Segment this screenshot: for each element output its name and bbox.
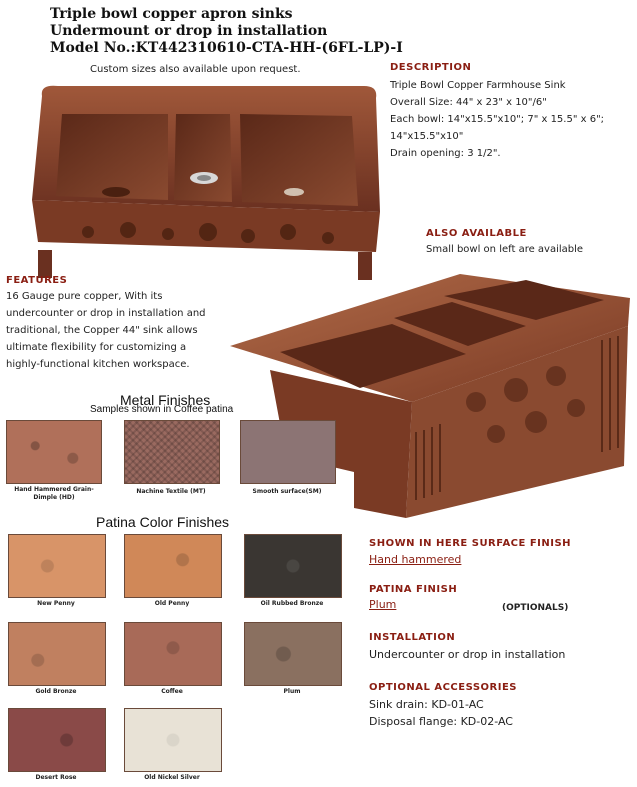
patina-finish-heading: PATINA FINISH xyxy=(369,584,458,595)
surface-finish-heading: SHOWN IN HERE SURFACE FINISH xyxy=(369,538,572,549)
patina-finishes-title: Patina Color Finishes xyxy=(96,514,230,530)
swatch-gold-bronze xyxy=(8,622,106,686)
swatch-label: Desert Rose xyxy=(35,774,77,781)
swatch-label: Old Penny xyxy=(154,600,190,607)
description-line: Each bowl: 14"x15.5"x10"; 7" x 15.5" x 6"; xyxy=(390,114,605,125)
also-available-heading: ALSO AVAILABLE xyxy=(426,228,527,239)
installation-heading: INSTALLATION xyxy=(369,632,456,643)
description-text xyxy=(390,77,604,162)
metal-finishes-title: Metal Finishes xyxy=(120,392,211,408)
also-available-text: Small bowl on left are available xyxy=(426,244,584,255)
accessories-heading: OPTIONAL ACCESSORIES xyxy=(369,682,517,693)
custom-note: Custom sizes also available upon request. xyxy=(90,64,301,75)
optionals-note: (OPTIONALS) xyxy=(502,603,569,613)
features-line: traditional, the Copper 44" sink allows xyxy=(6,325,198,336)
swatch-label: Hand Hammered Grain-Dimple (HD) xyxy=(14,486,94,501)
title-line-2: Undermount or drop in installation xyxy=(50,23,328,39)
accessories-line: Disposal flange: KD-02-AC xyxy=(369,715,513,728)
surface-finish-link[interactable]: Hand hammered xyxy=(369,553,462,566)
title-line-1: Triple bowl copper apron sinks xyxy=(50,6,293,22)
swatch-label: Gold Bronze xyxy=(35,688,77,695)
patina-finish-link[interactable]: Plum xyxy=(369,598,397,611)
swatch-hand-hammered xyxy=(6,420,102,484)
features-heading: FEATURES xyxy=(6,275,68,286)
description-line: Overall Size: 44" x 23" x 10"/6" xyxy=(390,97,547,108)
swatch-smooth xyxy=(240,420,336,484)
accessories-line: Sink drain: KD-01-AC xyxy=(369,698,484,711)
swatch-plum xyxy=(244,622,342,686)
swatch-label: Plum xyxy=(283,688,301,695)
model-number: Model No.:KT442310610-CTA-HH-(6FL-LP)-I xyxy=(50,40,403,56)
swatch-coffee xyxy=(124,622,222,686)
swatch-old-penny xyxy=(124,534,222,598)
swatch-old-nickel-silver xyxy=(124,708,222,772)
swatch-label: New Penny xyxy=(37,600,75,607)
installation-value: Undercounter or drop in installation xyxy=(369,648,566,661)
features-line: 16 Gauge pure copper, With its xyxy=(6,291,163,302)
swatch-label: Oil Rubbed Bronze xyxy=(260,600,324,607)
description-line: Drain opening: 3 1/2". xyxy=(390,148,501,159)
swatch-label: Old Nickel Silver xyxy=(144,774,200,781)
description-heading: DESCRIPTION xyxy=(390,62,472,73)
product-title xyxy=(50,6,403,57)
features-line: undercounter or drop in installation and xyxy=(6,308,206,319)
swatch-label: Coffee xyxy=(161,688,183,695)
swatch-machine-textile xyxy=(124,420,220,484)
swatch-oil-rubbed-bronze xyxy=(244,534,342,598)
swatch-label: Smooth surface(SM) xyxy=(252,488,322,495)
features-text xyxy=(6,288,206,373)
sink-image-front xyxy=(28,82,380,282)
swatch-new-penny xyxy=(8,534,106,598)
features-line: highly-functional kitchen workspace. xyxy=(6,359,190,370)
swatch-desert-rose xyxy=(8,708,106,772)
metal-finishes-subtitle: Samples shown in Coffee patina xyxy=(90,404,234,415)
description-line: 14"x15.5"x10" xyxy=(390,131,464,142)
swatch-label: Nachine Textile (MT) xyxy=(136,488,206,495)
features-line: ultimate flexibility for customizing a xyxy=(6,342,187,353)
description-line: Triple Bowl Copper Farmhouse Sink xyxy=(390,80,566,91)
